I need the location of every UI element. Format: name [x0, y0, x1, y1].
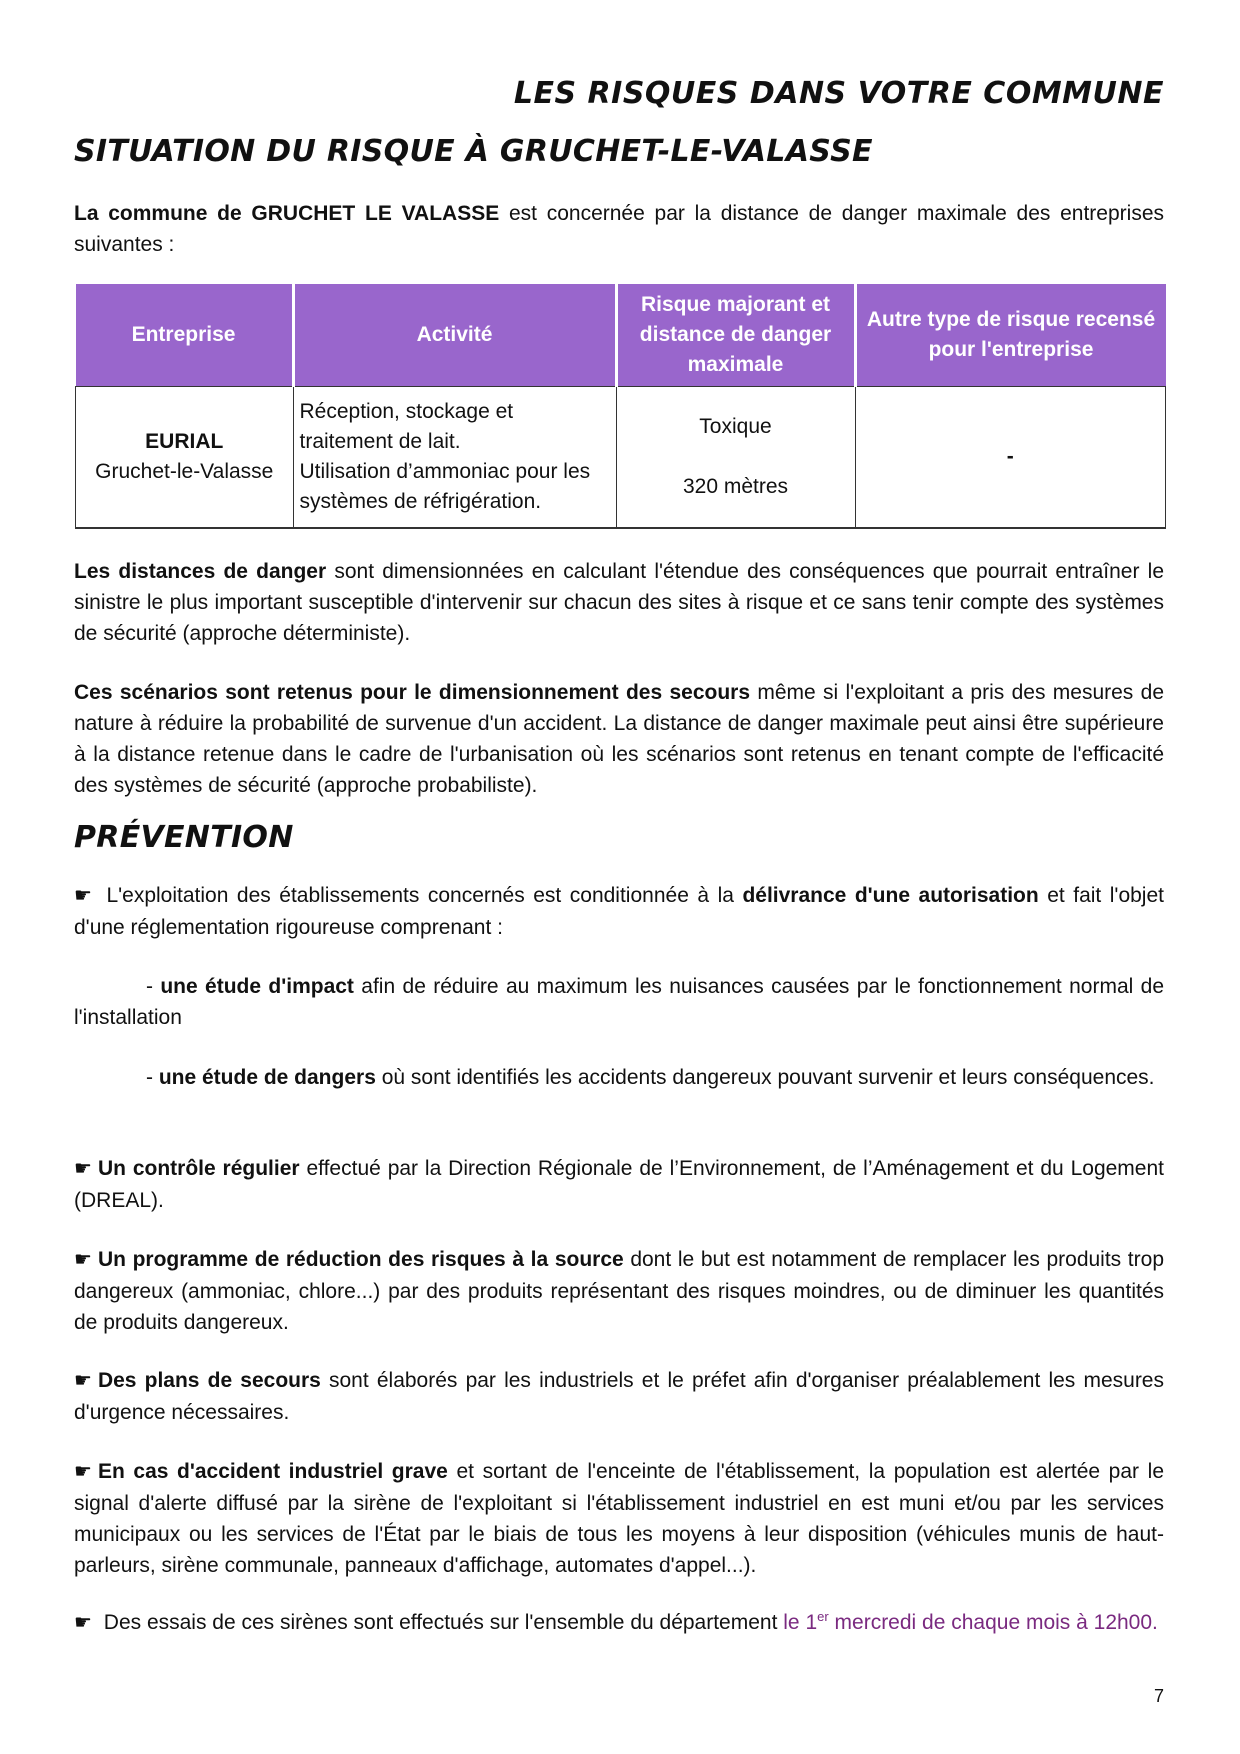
table-row — [76, 387, 1166, 529]
p2-text: même si l'exploitant a pris des mesures de nature à réduire la probabilité de survenue d'un accident. La distance de danger maximale peut ainsi être supérieure à la distance retenue dans le cadre de l'urbanisation où les scénarios sont retenus en tenant compte de l'efficacité des systèmes de sécurité (approche probabiliste). — [74, 681, 1164, 797]
prevention-item-programme — [74, 1244, 1164, 1338]
prevention-item-controle — [74, 1153, 1164, 1216]
b6-pre: Des essais de ces sirènes sont effectués sur l'ensemble du département — [97, 1611, 784, 1634]
prevention-item-accident — [74, 1456, 1164, 1581]
header-entreprise: Entreprise — [76, 284, 294, 387]
cell-risk — [616, 387, 855, 529]
b6-purple-1: le 1 — [783, 1611, 818, 1634]
b4-post: sont élaborés par les industriels et le préfet afin d'organiser préalablement les mesures d'urgence nécessaires. — [74, 1369, 1164, 1424]
pointing-hand-icon: ☛ — [74, 1612, 92, 1634]
company-name: EURIAL — [145, 430, 224, 453]
b2-post: effectué par la Direction Régionale de l’Environnement, de l’Aménagement et du Logement (DREAL). — [74, 1157, 1164, 1212]
pointing-hand-icon: ☛ — [74, 1249, 92, 1271]
prevention-item-sirenes — [74, 1607, 1164, 1639]
paragraph-scenarios — [74, 677, 1164, 801]
b6-sup: er — [817, 1609, 829, 1624]
p1-text: sont dimensionnées en calculant l'étendue des conséquences que pourrait entraîner le sinistre le plus important susceptible d'intervenir sur chacun des sites à risque et ce sans tenir compte des systèmes de sécurité (approche déterministe). — [74, 560, 1164, 645]
intro-paragraph — [74, 198, 1164, 260]
sub1-bold: une étude d'impact — [160, 975, 354, 998]
company-location: Gruchet-le-Valasse — [95, 460, 274, 483]
p2-bold: Ces scénarios sont retenus pour le dimensionnement des secours — [74, 681, 751, 704]
intro-bold: La commune de GRUCHET LE VALASSE — [74, 202, 500, 225]
sub2-post: où sont identifiés les accidents dangereux pouvant survenir et leurs conséquences. — [375, 1066, 1155, 1089]
sub2-pre: - — [146, 1066, 159, 1089]
b6-purple-2: mercredi de chaque mois à 12h00. — [828, 1611, 1158, 1634]
paragraph-distances — [74, 556, 1164, 649]
activity-line-1: Réception, stockage et traitement de lait. — [299, 400, 514, 453]
risk-type: Toxique — [699, 415, 772, 438]
cell-other-risk: - — [855, 387, 1166, 529]
sub1-pre: - — [146, 975, 161, 998]
header-risque-majorant: Risque majorant et distance de danger maximale — [616, 284, 855, 387]
page-header-title: LES RISQUES DANS VOTRE COMMUNE — [513, 76, 1164, 111]
activity-line-2: Utilisation d’ammoniac pour les systèmes de réfrigération. — [299, 460, 591, 513]
b1-bold: délivrance d'une autorisation — [742, 884, 1039, 907]
sub2-bold: une étude de dangers — [158, 1066, 376, 1089]
section-title-prevention: PRÉVENTION — [74, 820, 294, 855]
pointing-hand-icon: ☛ — [74, 1370, 92, 1392]
b2-bold: Un contrôle régulier — [97, 1157, 300, 1180]
b5-bold: En cas d'accident industriel grave — [97, 1460, 448, 1483]
table-header-row — [76, 284, 1166, 387]
b1-pre: L'exploitation des établissements concernés est conditionnée à la — [97, 884, 743, 907]
cell-activity — [293, 387, 616, 529]
header-activite: Activité — [293, 284, 616, 387]
pointing-hand-icon: ☛ — [74, 1158, 92, 1180]
section-title-situation: SITUATION DU RISQUE À GRUCHET-LE-VALASSE — [74, 134, 873, 169]
p1-bold: Les distances de danger — [74, 560, 327, 583]
page-number: 7 — [1153, 1686, 1164, 1706]
intro-text: est concernée par la distance de danger maximale des entreprises suivantes : — [74, 202, 1164, 256]
b3-bold: Un programme de réduction des risques à la source — [97, 1248, 624, 1271]
sub1-post: afin de réduire au maximum les nuisances causées par le fonctionnement normal de l'installation — [74, 975, 1165, 1029]
risk-table — [75, 284, 1166, 529]
cell-company — [76, 387, 294, 529]
risk-distance: 320 mètres — [682, 475, 789, 498]
pointing-hand-icon: ☛ — [74, 885, 92, 907]
b5-post: et sortant de l'enceinte de l'établissement, la population est alertée par le signal d'alerte diffusé par la sirène de l'exploitant si l'établissement industriel en est muni et/ou par les services municipaux ou les services de l'État par le biais de tous les moyens à leur disposition (véhicules munis de haut-parleurs, sirène communale, panneaux d'affichage, automates d'appel...). — [74, 1460, 1164, 1577]
b3-post: dont le but est notamment de remplacer les produits trop dangereux (ammoniac, chlore...) par des produits représentant des risques moindres, ou de diminuer les quantités de produits dangereux. — [74, 1248, 1164, 1334]
siren-schedule — [783, 1611, 1158, 1634]
prevention-item-autorisation — [74, 880, 1164, 943]
b4-bold: Des plans de secours — [97, 1369, 321, 1392]
b1-post: et fait l'objet d'une réglementation rigoureuse comprenant : — [74, 884, 1164, 939]
prevention-subitem-dangers — [74, 1062, 1164, 1093]
prevention-item-plans — [74, 1365, 1164, 1428]
prevention-subitem-impact — [74, 971, 1164, 1033]
pointing-hand-icon: ☛ — [74, 1461, 92, 1483]
header-autre-risque: Autre type de risque recensé pour l'entreprise — [855, 284, 1166, 387]
